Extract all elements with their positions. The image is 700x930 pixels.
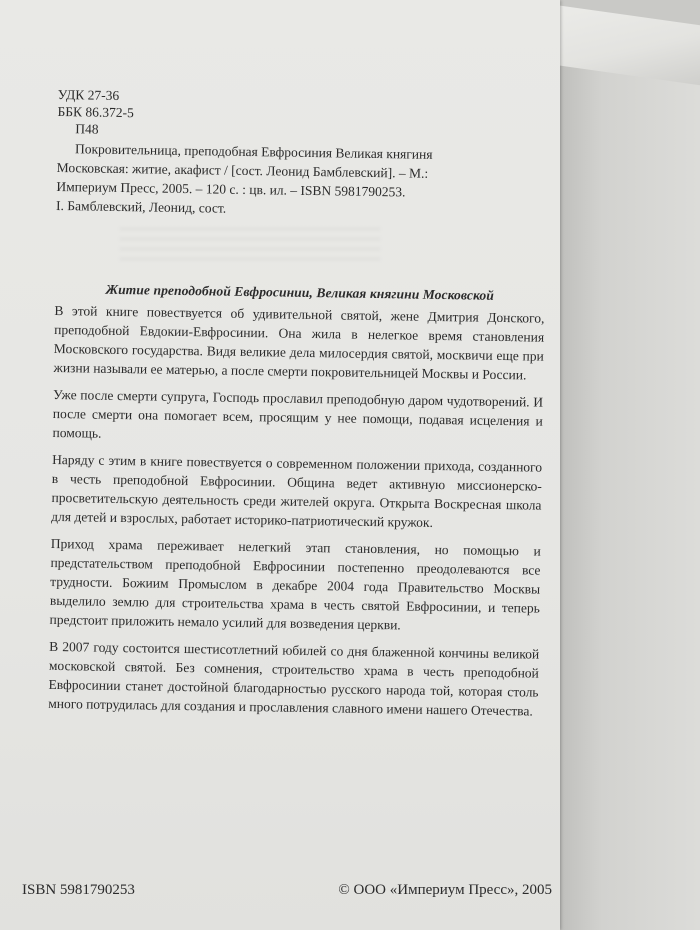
- paragraph-3: Наряду с этим в книге повествуется о современном положении прихода, созданного в честь преподобной Евфросинии. Община ведет активную миссионерско-просветительскую деятельность среди жителей округа. Открыта Воскресная школа для детей и взрослых, работает историко-патриотический кружок.: [51, 451, 543, 530]
- page-footer: [22, 882, 552, 899]
- paragraph-4: Приход храма переживает нелегкий этап становления, но помощью и предстательством преподобной Евфросинии постепенно преодолеваются все трудности. Божиим Промыслом в декабре 2004 года Правительство Москвы выделило землю для строительства храма в честь святой Евфросинии, и теперь предстоит приложить немало усилий для возведения церкви.: [49, 535, 541, 633]
- paragraph-1: В этой книге повествуется об удивительной святой, жене Дмитрия Донского, преподобной Евдокии-Евфросинии. Она жила в нелегкое время становления Московского государства. Видя великие дела милосердия святой, москвичи еще при жизни называли ее матерью, а после смерти покровительницей Москвы и России.: [53, 302, 545, 383]
- adjacent-page: [560, 40, 700, 930]
- footer-isbn: ISBN 5981790253: [22, 882, 135, 898]
- biblio-line-2: Московская: житие, акафист / [сост. Леонид Бамблевский]. – М.:: [56, 159, 429, 181]
- paragraph-2: Уже после смерти супруга, Господь прославил преподобную даром чудотворений. И после смерти она помогает всем, просящим у нее помощи, подавая исцеления и помощь.: [52, 386, 544, 441]
- section-heading: Житие преподобной Евфросинии, Великая княгини Московской: [105, 281, 495, 303]
- footer-copyright: © ООО «Империум Пресс», 2005: [338, 882, 552, 898]
- page-content: [48, 86, 548, 729]
- paragraph-5: В 2007 году состоится шестисотлетний юбилей со дня блаженной кончины великой московской святой. Без сомнения, строительство храма в честь преподобной Евфросинии станет достойной благодарностью русского народа той, которая столь много потрудилась для создания и прославления славного имени нашего Отечества.: [48, 638, 540, 719]
- bbk-code: ББК 86.372-5: [57, 103, 134, 121]
- biblio-line-1: Покровительница, преподобная Евфросиния Великая княгиня: [74, 141, 433, 162]
- biblio-line-4: I. Бамблевский, Леонид, сост.: [56, 197, 227, 216]
- bibliographic-record: [56, 139, 547, 223]
- author-mark: П48: [75, 121, 99, 137]
- biblio-line-3: Империум Пресс, 2005. – 120 с. : цв. ил. – ISBN 5981790253.: [56, 178, 406, 200]
- catalog-codes: [57, 86, 548, 145]
- udk-code: УДК 27-36: [57, 86, 120, 103]
